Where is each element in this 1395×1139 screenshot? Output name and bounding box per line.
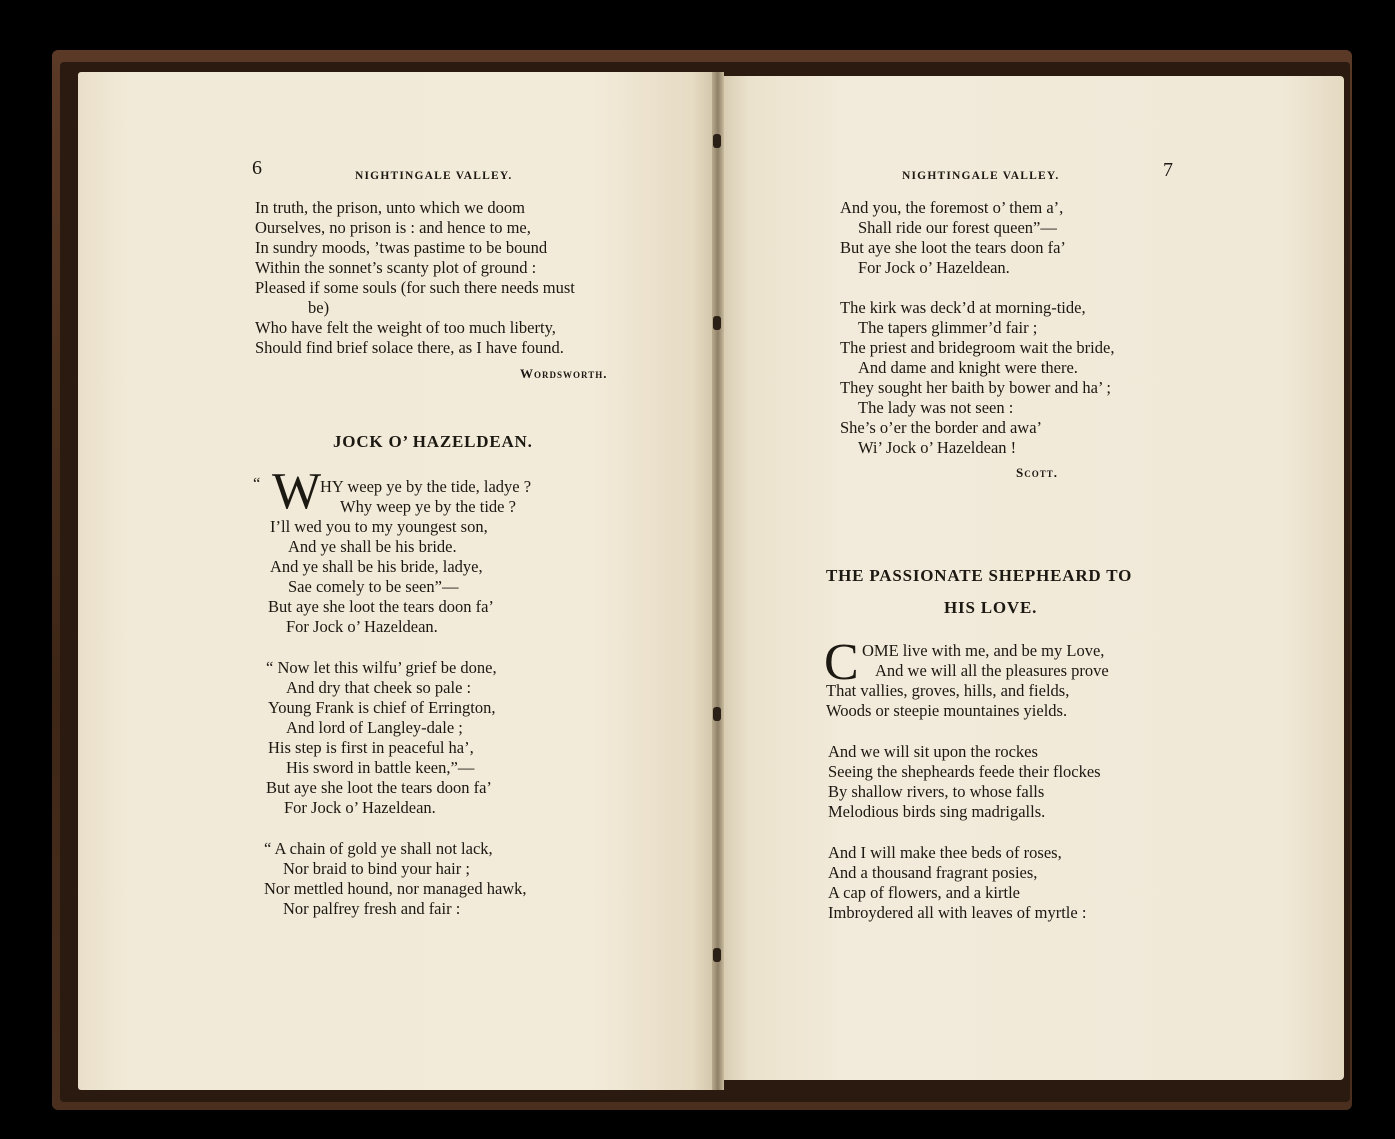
verse-line: And we will all the pleasures prove [875,661,1109,680]
poem-title: HIS LOVE. [944,598,1038,617]
verse-line: His step is first in peaceful ha’, [268,738,474,757]
verse-line: In sundry moods, ’twas pastime to be bound [255,238,548,257]
binding-stitch [713,316,721,330]
attribution: Wordsworth. [520,366,608,381]
drop-cap: C [824,634,859,691]
poem-title: THE PASSIONATE SHEPHEARD TO [826,566,1133,585]
verse-line: And dame and knight were there. [858,358,1078,377]
verse-line: The priest and bridegroom wait the bride, [840,338,1115,357]
verse-line: His sword in battle keen,”— [286,758,475,777]
verse-line: For Jock o’ Hazeldean. [284,798,436,817]
verse-line: Seeing the shepheards feede their flockes [828,762,1101,781]
verse-line: be) [308,298,330,317]
verse-line: And lord of Langley-dale ; [286,718,463,737]
verse-line: Sae comely to be seen”— [288,577,459,596]
verse-line: For Jock o’ Hazeldean. [858,258,1010,277]
verse-line: “ Now let this wilfu’ grief be done, [266,658,497,677]
verse-line: Young Frank is chief of Errington, [268,698,496,717]
running-head: NIGHTINGALE VALLEY. [902,170,1060,182]
verse-line: But aye she loot the tears doon fa’ [840,238,1066,257]
verse-line: Should find brief solace there, as I have found. [255,338,564,357]
page-number: 6 [252,157,262,179]
verse-line: That vallies, groves, hills, and fields, [826,681,1070,700]
verse-line: For Jock o’ Hazeldean. [286,617,438,636]
binding-stitch [713,134,721,148]
verse-line: And I will make thee beds of roses, [828,843,1062,862]
verse-line: Melodious birds sing madrigalls. [828,802,1046,821]
binding-stitch [713,707,721,721]
verse-line: Shall ride our forest queen”— [858,218,1057,237]
verse-line: In truth, the prison, unto which we doom [255,198,525,217]
verse-line: Woods or steepie mountaines yields. [826,701,1068,720]
verse-line: And a thousand fragrant posies, [828,863,1038,882]
verse-line: Pleased if some souls (for such there needs must [255,278,575,297]
verse-line: Nor braid to bind your hair ; [283,859,470,878]
page-number: 7 [1163,159,1173,181]
verse-line: And dry that cheek so pale : [286,678,472,697]
verse-line: By shallow rivers, to whose falls [828,782,1045,801]
poem-title: JOCK O’ HAZELDEAN. [333,432,533,451]
attribution: Scott. [1016,465,1058,480]
binding-stitch [713,948,721,962]
verse-line: But aye she loot the tears doon fa’ [266,778,492,797]
verse-line: And we will sit upon the rockes [828,742,1038,761]
opening-quote: “ [253,474,261,493]
drop-cap: W [272,463,322,520]
verse-line: They sought her baith by bower and ha’ ; [840,378,1111,397]
verse-line: Within the sonnet’s scanty plot of ground : [255,258,537,277]
verse-line: The tapers glimmer’d fair ; [858,318,1038,337]
verse-line: “ A chain of gold ye shall not lack, [264,839,493,858]
verse-line: But aye she loot the tears doon fa’ [268,597,494,616]
verse-line: Imbroydered all with leaves of myrtle : [828,903,1087,922]
verse-line: And ye shall be his bride. [288,537,457,556]
verse-line: And you, the foremost o’ them a’, [840,198,1064,217]
running-head: NIGHTINGALE VALLEY. [355,170,513,182]
verse-line: The kirk was deck’d at morning-tide, [840,298,1086,317]
verse-line: The lady was not seen : [858,398,1014,417]
verse-line: Ourselves, no prison is : and hence to me, [255,218,531,237]
verse-line: Who have felt the weight of too much liberty, [255,318,556,337]
verse-line: Nor palfrey fresh and fair : [283,899,461,918]
verse-line: Wi’ Jock o’ Hazeldean ! [858,438,1017,457]
verse-line: HY weep ye by the tide, ladye ? [320,477,532,496]
verse-line: A cap of flowers, and a kirtle [828,883,1020,902]
verse-line: OME live with me, and be my Love, [862,641,1105,660]
verse-line: I’ll wed you to my youngest son, [270,517,488,536]
verse-line: Why weep ye by the tide ? [340,497,516,516]
verse-line: She’s o’er the border and awa’ [840,418,1043,437]
verse-line: And ye shall be his bride, ladye, [270,557,483,576]
book-gutter [712,72,724,1090]
verse-line: Nor mettled hound, nor managed hawk, [264,879,527,898]
